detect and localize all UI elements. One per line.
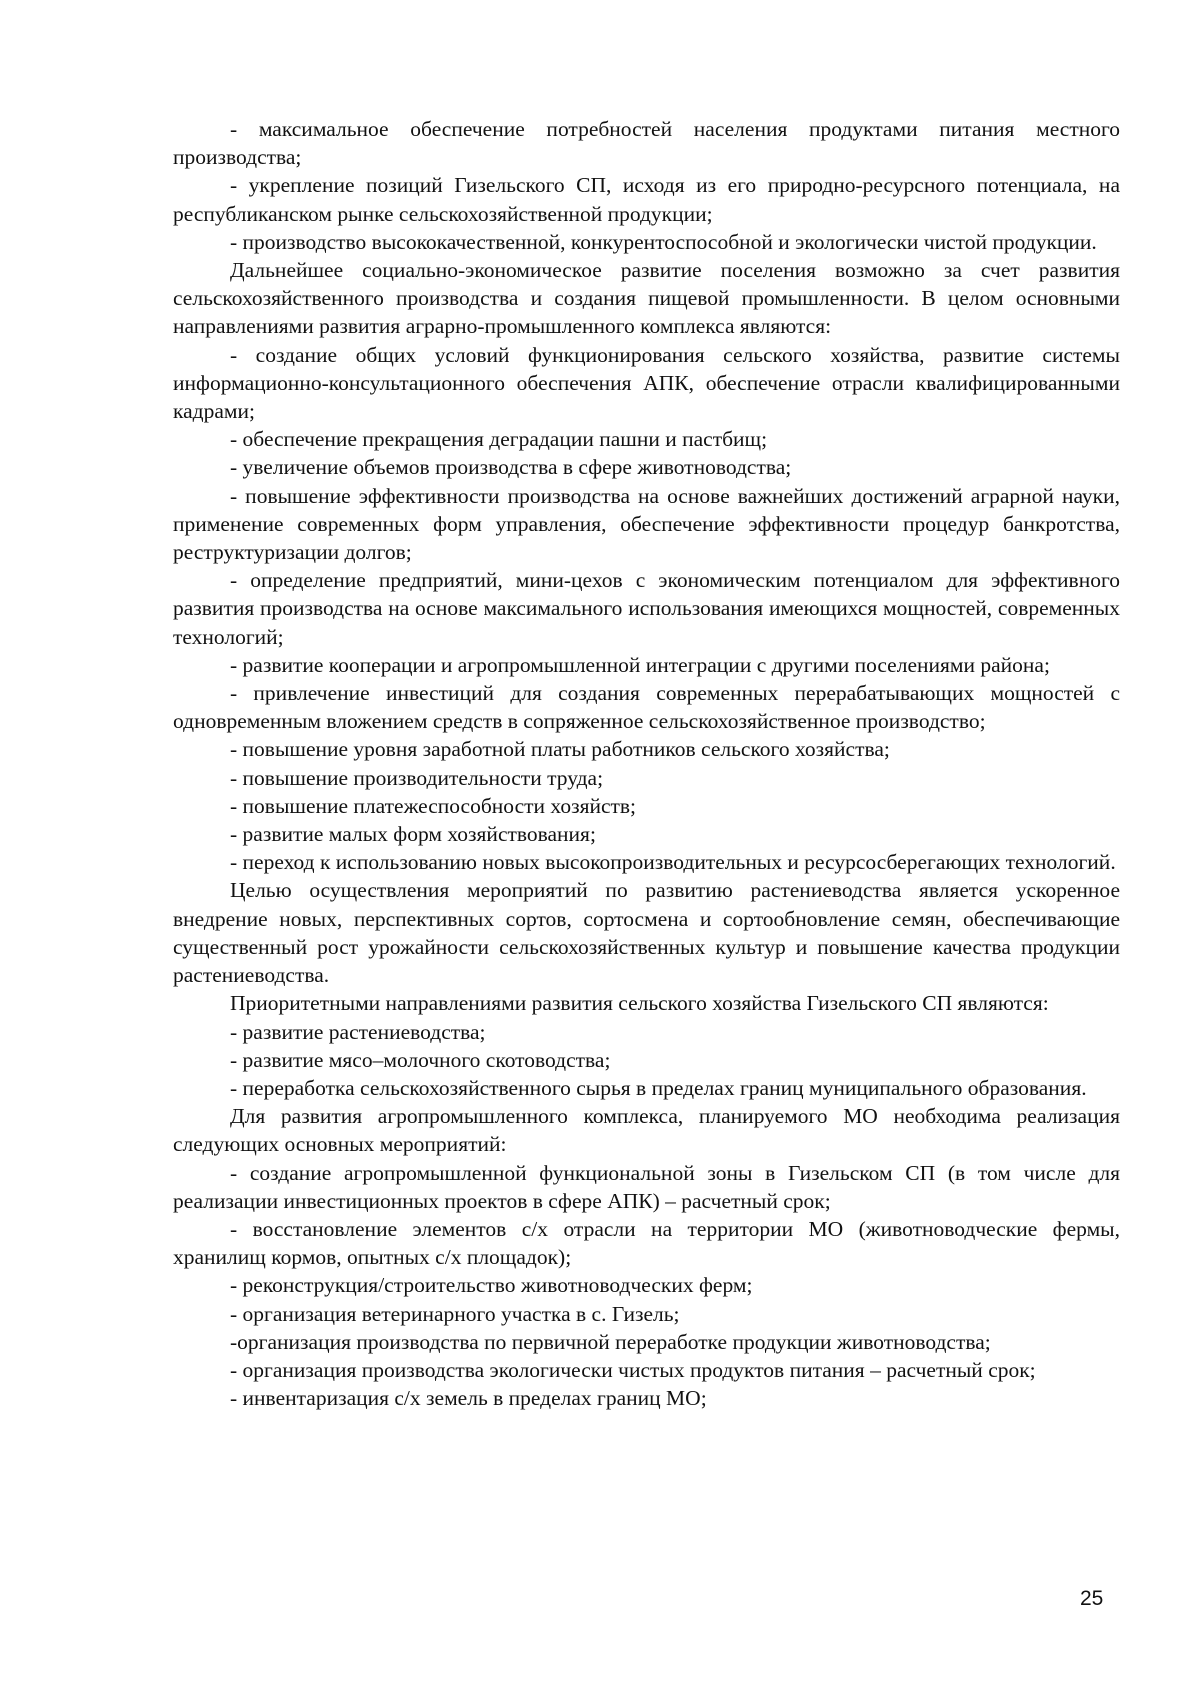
paragraph: Целью осуществления мероприятий по развитию растениеводства является ускоренное внедрение новых, перспективных сортов, сортосмена и сортообновление семян, обеспечивающие существенный рост урожайности сельскохозяйственных культур и повышение качества продукции растениеводства.	[173, 878, 1120, 988]
paragraph: Приоритетными направлениями развития сельского хозяйства Гизельского СП являются:	[230, 991, 1049, 1016]
paragraph: - повышение платежеспособности хозяйств;	[230, 793, 637, 818]
paragraph: - повышение уровня заработной платы работников сельского хозяйства;	[230, 737, 890, 762]
paragraph: Для развития агропромышленного комплекса, планируемого МО необходима реализация следующих основных мероприятий:	[173, 1104, 1120, 1157]
paragraph: - развитие мясо–молочного скотоводства;	[230, 1047, 611, 1072]
paragraph: - восстановление элементов с/х отрасли на территории МО (животноводческие фермы, хранилищ кормов, опытных с/х площадок);	[173, 1216, 1120, 1270]
paragraph: - переход к использованию новых высокопроизводительных и ресурсосберегающих технологий.	[230, 850, 1116, 875]
paragraph: -организация производства по первичной переработке продукции животноводства;	[230, 1329, 991, 1354]
paragraph: - переработка сельскохозяйственного сырья в пределах границ муниципального образования.	[230, 1075, 1087, 1100]
paragraph: - развитие кооперации и агропромышленной интеграции с другими поселениями района;	[230, 652, 1050, 677]
paragraph: - производство высококачественной, конкурентоспособной и экологически чистой продукции.	[230, 229, 1097, 254]
paragraph: - создание общих условий функционирования сельского хозяйства, развитие системы информационно-консультационного обеспечения АПК, обеспечение отрасли квалифицированными кадрами;	[173, 342, 1120, 424]
paragraph: - развитие растениеводства;	[230, 1019, 486, 1044]
paragraph: Дальнейшее социально-экономическое развитие поселения возможно за счет развития сельскохозяйственного производства и создания пищевой промышленности. В целом основными направлениями развития аграрно-промышленного комплекса являются:	[173, 258, 1120, 339]
paragraph: - организация производства экологически чистых продуктов питания – расчетный срок;	[230, 1357, 1036, 1382]
document-body	[173, 115, 1120, 1412]
page-number: 25	[1080, 1587, 1104, 1610]
paragraph: - укрепление позиций Гизельского СП, исходя из его природно-ресурсного потенциала, на республиканском рынке сельскохозяйственной продукции;	[173, 173, 1120, 226]
paragraph: - повышение производительности труда;	[230, 765, 604, 790]
paragraph: - максимальное обеспечение потребностей населения продуктами питания местного производства;	[173, 117, 1120, 170]
paragraph: - повышение эффективности производства на основе важнейших достижений аграрной науки, применение современных форм управления, обеспечение эффективности процедур банкротства, реструктуризации долгов;	[173, 483, 1120, 565]
paragraph: - организация ветеринарного участка в с. Гизель;	[230, 1301, 680, 1326]
paragraph: - реконструкция/строительство животноводческих ферм;	[230, 1273, 753, 1298]
paragraph: - увеличение объемов производства в сфере животноводства;	[230, 455, 792, 480]
paragraph: - привлечение инвестиций для создания современных перерабатывающих мощностей с одновременным вложением средств в сопряженное сельскохозяйственное производство;	[173, 681, 1120, 734]
paragraph: - создание агропромышленной функциональной зоны в Гизельском СП (в том числе для реализации инвестиционных проектов в сфере АПК) – расчетный срок;	[173, 1160, 1120, 1213]
paragraph: - инвентаризация с/х земель в пределах границ МО;	[230, 1386, 707, 1411]
paragraph: - обеспечение прекращения деградации пашни и пастбищ;	[230, 427, 768, 452]
paragraph: - развитие малых форм хозяйствования;	[230, 822, 596, 847]
paragraph: - определение предприятий, мини-цехов с экономическим потенциалом для эффективного развития производства на основе максимального использования имеющихся мощностей, современных технологий;	[173, 568, 1120, 649]
